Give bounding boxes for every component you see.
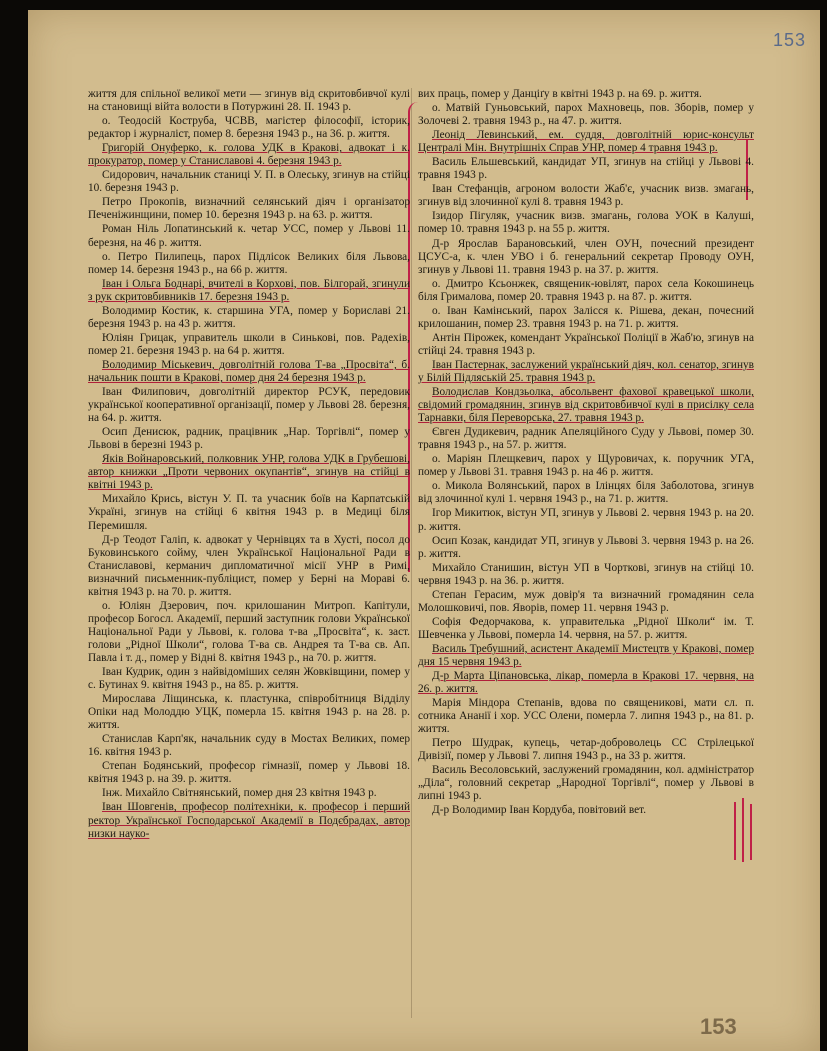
obituary-entry: Степан Бодянський, професор гімназії, помер у Львові 18. квітня 1943 р. на 39. р. життя. [88,760,410,786]
obituary-entry: Іван Филипович, довголітній директор РСУК, передовик української кооперативної організації, помер у Львові 28. березня, на 64. р. життя. [88,386,410,425]
obituary-entry: Д-р Марта Ціпановська, лікар, померла в Кракові 17. червня, на 26. р. життя. [418,670,754,696]
obituary-entry: Д-р Ярослав Барановський, член ОУН, почесний президент ЦСУС-а, к. член УВО і б. генеральний секретар Проводу ОУН, згинув у Львові 11. травня 1943 р. на 37. р. життя. [418,237,754,276]
obituary-entry: Сидорович, начальник станиці У. П. в Олеську, згинув на стійці 10. березня 1943 р. [88,169,410,195]
obituary-entry: Іван Шовгенів, професор політехніки, к. професор і перший ректор Української Господарської Академії в Подєбрадах, автор низки науко- [88,801,410,840]
obituary-entry: о. Дмитро Ксьонжек, священик-ювілят, парох села Кокошинець біля Грималова, помер 20. травня 1943 р. на 87. р. життя. [418,277,754,303]
obituary-entry: Осип Козак, кандидат УП, згинув у Львові 3. червня 1943 р. на 26. р. життя. [418,534,754,560]
archive-mark: 153 [772,30,806,50]
obituary-entry: Яків Войнаровський, полковник УНР, голова УДК в Грубешові, автор книжки „Проти червоних окупантів“, згинув на стійці в квітні 1943 р. [88,453,410,492]
obituary-entry: Іван Пастернак, заслужений український діяч, кол. сенатор, згинув у Білій Підляській 25. травня 1943 р. [418,358,754,384]
obituary-entry: Володимир Костик, к. старшина УГА, помер у Бориславі 21. березня 1943 р. на 43 р. життя. [88,304,410,330]
obituary-entry: Володислав Кондзьолка, абсольвент фахової кравецької школи, свідомий громадянин, згинув від скритовбивчої кулі в присілку села Тарнавки, біля Переворська, 27. травня 1943 р. [418,386,754,425]
obituary-entry: Михайло Станишин, вістун УП в Чорткові, згинув на стійці 10. червня 1943 р. на 36. р. життя. [418,561,754,587]
obituary-entry: Петро Прокопів, визначний селянський діяч і організатор Печеніжинщини, помер 10. березня 1943 р. на 63. р. життя. [88,196,410,222]
obituary-entry: Д-р Теодот Галіп, к. адвокат у Чернівцях та в Хусті, посол до Буковинського сойму, член Української Національної Ради в Станиславові, керманич дипломатичної місії УНР в Римі, визначний письменник-публіцист, помер у Берні на Мораві 6. квітня 1943 р. на 70. р. життя. [88,533,410,598]
obituary-entry: о. Микола Волянський, парох в Ілінцях біля Заболотова, згинув від злочинної кулі 1. червня 1943 р., на 71. р. життя. [418,480,754,506]
obituary-entry: Василь Требушний, асистент Академії Мистецтв у Кракові, помер дня 15 червня 1943 р. [418,642,754,668]
obituary-entry: Степан Герасим, муж довір'я та визначний громадянин села Молошковичі, пов. Яворів, помер 11. червня 1943 р. [418,588,754,614]
obituary-entry: Михайло Крись, вістун У. П. та учасник боїв на Карпатській Україні, згинув на стійці 6 квітня 1943 р. в Медиці біля Перемишля. [88,493,410,532]
obituary-entry: Василь Весоловський, заслужений громадянин, кол. адміністратор „Діла“, головний секретар „Народної Торгівлі“, помер у Львові в липні 1943 р. [418,764,754,803]
obituary-entry: о. Юліян Дзерович, поч. крилошанин Митроп. Капітули, професор Богосл. Академії, перший заступник голови Української Національної Ради у Львові, к. голова т-ва „Просвіта“, к. заст. голови „Рідної Школи“, голова Т-ва св. Андрея та Т-ва св. Ап. Павла і т. д., помер у Відні 8. квітня 1943 р., на 70. р. життя. [88,599,410,664]
obituary-entry: Іван і Ольга Боднарі, вчителі в Корхові, пов. Білгорай, згинули з рук скритовбивників 17. березня 1943 р. [88,277,410,303]
obituary-entry: Іван Кудрик, один з найвідоміших селян Жовківщини, помер у с. Бутинах 9. квітня 1943 р., на 85. р. життя. [88,666,410,692]
document-page [28,10,820,1051]
obituary-entry: Антін Пірожек, комендант Української Поліції в Жаб'ю, згинув на стійці 24. травня 1943 р. [418,331,754,357]
obituary-entry: Ізидор Пігуляк, учасник визв. змагань, голова УОК в Калуші, помер 10. травня 1943 р. на 55 р. життя. [418,210,754,236]
obituary-entry: о. Іван Камінський, парох Залісся к. Рішева, декан, почесний крилошанин, помер 23. травня 1943 р. на 71. р. життя. [418,304,754,330]
left-column [88,88,410,842]
obituary-entry: Софія Федорчакова, к. управителька „Рідної Школи“ ім. Т. Шевченка у Львові, померла 14. червня, на 57. р. життя. [418,615,754,641]
right-column [418,88,754,819]
obituary-entry: Марія Міндора Степанів, вдова по священикові, мати сл. п. сотника Ананії і хор. УСС Олени, померла 7. липня 1943 р., на 81. р. життя. [418,697,754,736]
obituary-entry: о. Петро Пилипець, парох Підлісок Великих біля Львова, помер 14. березня 1943 р., на 66 р. життя. [88,250,410,276]
obituary-entry: Станислав Карп'як, начальник суду в Мостах Великих, помер 16. квітня 1943 р. [88,733,410,759]
obituary-entry: Юліян Грицак, управитель школи в Синькові, пов. Радехів, помер 21. березня 1943 р. на 64 р. життя. [88,331,410,357]
obituary-entry: Леонід Левинський, ем. суддя, довголітній юрис-консульт Централі Мін. Внутрішніх Справ УНР, помер 4 травня 1943 р. [418,129,754,155]
obituary-entry: Осип Денисюк, радник, працівник „Нар. Торгівлі“, помер у Львові в березні 1943 р. [88,426,410,452]
obituary-entry: о. Маріян Плещкевич, парох у Щуровичах, к. поручник УГА, помер у Львові 31. травня 1943 р. на 46 р. життя. [418,453,754,479]
obituary-entry: Роман Ніль Лопатинський к. четар УСС, помер у Львові 11. березня, на 46 р. життя. [88,223,410,249]
obituary-entry: о. Теодосій Коструба, ЧСВВ, магістер філософії, історик, редактор і журналіст, помер 8. березня 1943 р., на 36. р. життя. [88,115,410,141]
obituary-entry: Мирослава Ліщинська, к. пластунка, співробітниця Відділу Опіки над Молоддю УЦК, померла 15. квітня 1943 р. на 28. р. життя. [88,693,410,732]
obituary-entry: Ігор Микитюк, вістун УП, згинув у Львові 2. червня 1943 р. на 20. р. життя. [418,507,754,533]
obituary-entry: Григорій Онуферко, к. голова УДК в Кракові, адвокат і к. прокуратор, помер у Станиславові 4. березня 1943 р. [88,142,410,168]
obituary-entry: Петро Шудрак, купець, четар-доброволець СС Стрілецької Дивізії, помер у Львові 7. липня 1943 р., на 33 р. життя. [418,737,754,763]
obituary-entry: Д-р Володимир Іван Кордуба, повітовий вет. [432,804,647,817]
obituary-entry: вих праць, помер у Данціґу в квітні 1943 р. на 69. р. життя. [418,88,702,100]
obituary-entry: Василь Ельшевський, кандидат УП, згинув на стійці у Львові 4. травня 1943 р. [418,156,754,182]
obituary-entry: Іван Стефанців, агроном волости Жаб'є, учасник визв. змагань, згинув від злочинної кулі 8. травня 1943 р. [418,183,754,209]
obituary-entry: Володимир Міськевич, довголітній голова Т-ва „Просвіта“, б. начальник пошти в Кракові, помер дня 24 березня 1943 р. [88,358,410,384]
obituary-entry: Інж. Михайло Світнянський, помер дня 23 квітня 1943 р. [102,787,377,800]
obituary-entry: о. Матвій Гуньовський, парох Махновець, пов. Зборів, помер у Золочеві 2. травня 1943 р., на 47. р. життя. [418,102,754,128]
page-number: 153 [700,1014,737,1039]
obituary-entry: Євген Дудикевич, радник Апеляційного Суду у Львові, помер 30. травня 1943 р., на 57. р. життя. [418,426,754,452]
obituary-entry: життя для спільної великої мети — згинув від скритовбивчої кулі на становищі війта волости в Потуржині 28. ІІ. 1943 р. [88,88,410,114]
